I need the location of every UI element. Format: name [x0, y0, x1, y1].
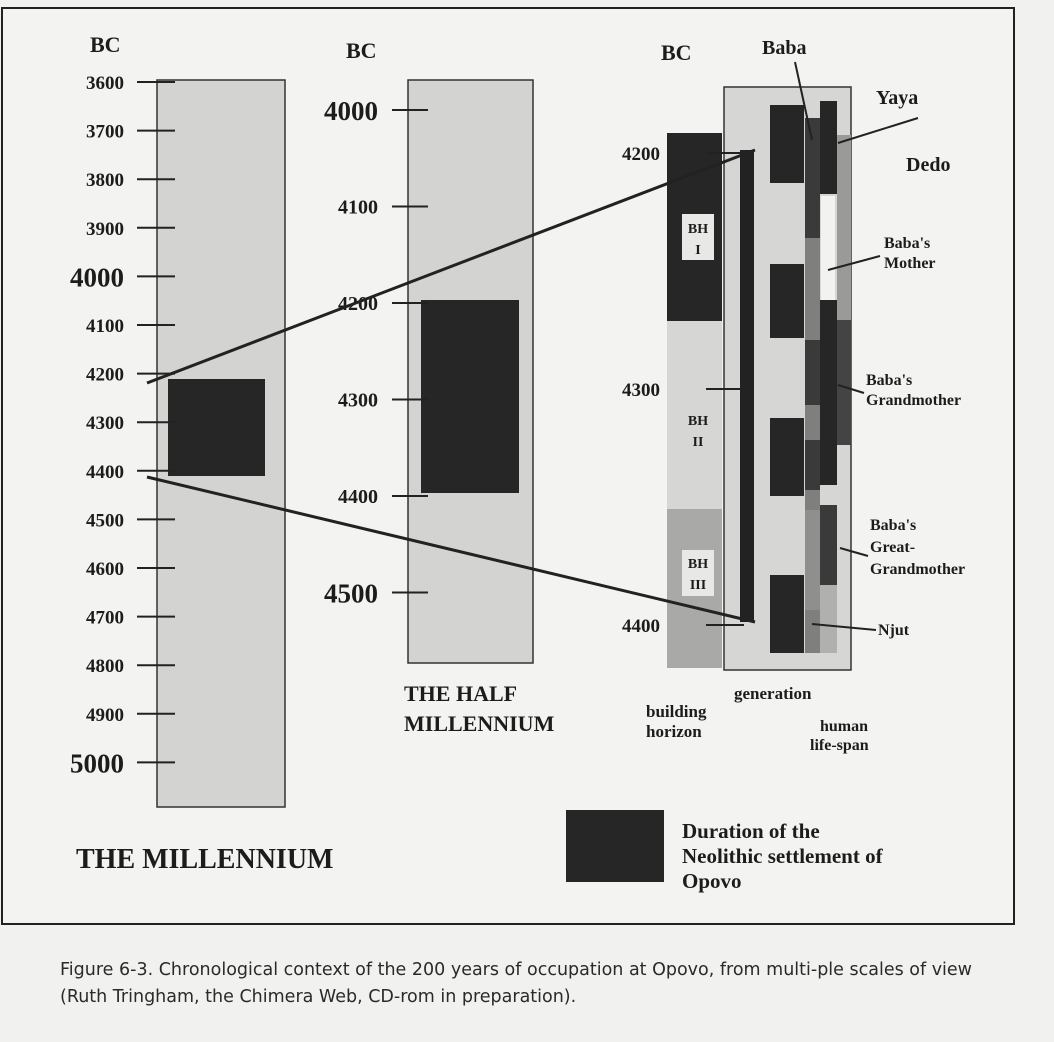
tick-label: 4100 — [338, 196, 378, 219]
settlement-duration-bar — [740, 150, 754, 622]
lifespan-grandmother — [837, 320, 851, 445]
lifespan-great-gm — [820, 505, 837, 585]
tick-label: 4200 — [622, 144, 660, 165]
legend-swatch — [566, 810, 664, 882]
bh3-label-numeral: III — [689, 578, 707, 593]
lifespan-baba-dark-2 — [805, 340, 820, 405]
half-millennium-title-line2: MILLENNIUM — [404, 711, 555, 736]
tick-label: 5000 — [70, 748, 124, 779]
generation-block-3 — [770, 418, 804, 496]
person-baba: Baba — [762, 37, 807, 59]
millennium-title: THE MILLENNIUM — [76, 844, 334, 875]
tick-label: 4300 — [622, 380, 660, 401]
person-babas-grandmother-line1: Baba's — [866, 372, 913, 389]
column-label-generation: generation — [734, 684, 812, 703]
person-babas-mother-line2: Mother — [884, 255, 936, 272]
generation-block-1 — [770, 105, 804, 183]
lifespan-baba-dark-3 — [805, 440, 820, 490]
lifespan-baba-light — [805, 510, 820, 610]
tick-label: 4300 — [86, 413, 124, 435]
tick-label: 4800 — [86, 656, 124, 678]
legend-text-line1: Duration of the — [682, 819, 820, 843]
detail-unit-label: BC — [661, 40, 692, 65]
tick-label: 3700 — [86, 121, 124, 143]
tick-label: 4700 — [86, 607, 124, 629]
bh3-label: BH — [687, 557, 709, 572]
lifespan-dedo — [837, 135, 851, 320]
column-label-life-span: life-span — [810, 737, 869, 754]
column-label-building: building — [646, 702, 707, 721]
tick-label: 4400 — [86, 461, 124, 483]
lifespan-mid-col — [820, 300, 837, 485]
tick-label: 4500 — [86, 510, 124, 532]
bh2-label: BH — [687, 414, 709, 429]
millennium-settlement-block — [168, 379, 265, 476]
tick-label: 4000 — [324, 96, 378, 126]
bh1-label-numeral: I — [695, 243, 701, 258]
person-babas-grandmother-line2: Grandmother — [866, 392, 962, 409]
tick-label: 4900 — [86, 704, 124, 726]
half-millennium-unit-label: BC — [346, 38, 377, 63]
person-njut: Njut — [878, 622, 910, 639]
person-babas-mother-line1: Baba's — [884, 235, 931, 252]
legend-text-line3: Opovo — [682, 869, 742, 893]
lifespan-baba-dark-1 — [805, 118, 820, 238]
person-yaya: Yaya — [876, 87, 919, 109]
legend-text-line2: Neolithic settlement of — [682, 844, 883, 868]
lifespan-njut — [820, 585, 837, 653]
tick-label: 4200 — [338, 293, 378, 315]
column-label-horizon: horizon — [646, 722, 702, 741]
tick-label: 4600 — [86, 559, 124, 580]
tick-label: 4000 — [70, 262, 124, 293]
person-babas-great-grandmother-line1: Baba's — [870, 517, 917, 534]
tick-label: 3900 — [86, 218, 124, 240]
lifespan-yaya — [820, 101, 837, 194]
column-label-human: human — [820, 718, 869, 735]
figure-caption: Figure 6-3. Chronological context of the 200 years of occupation at Opovo, from multi-ple scales of view (Ruth Tringham, the Chimera Web, CD-rom in preparation). — [60, 960, 972, 1007]
tick-label: 3600 — [86, 73, 124, 94]
person-babas-great-grandmother-line3: Grandmother — [870, 561, 966, 578]
tick-label: 4200 — [86, 364, 124, 386]
bh2-label-numeral: II — [692, 435, 704, 450]
millennium-unit-label: BC — [90, 32, 121, 57]
half-millennium-settlement-block — [421, 300, 519, 493]
bh1-label: BH — [687, 222, 709, 237]
tick-label: 4300 — [338, 389, 378, 412]
tick-label: 4400 — [622, 616, 660, 637]
generation-block-2 — [770, 264, 804, 338]
tick-label: 4500 — [324, 578, 378, 609]
person-babas-great-grandmother-line2: Great- — [870, 539, 916, 556]
generation-block-4 — [770, 575, 804, 653]
tick-label: 4100 — [86, 316, 124, 337]
tick-label: 3800 — [86, 170, 124, 192]
person-dedo: Dedo — [906, 154, 951, 176]
tick-label: 4400 — [338, 486, 378, 508]
lifespan-babas-mother-gap — [821, 196, 835, 301]
half-millennium-title-line1: THE HALF — [404, 681, 518, 706]
